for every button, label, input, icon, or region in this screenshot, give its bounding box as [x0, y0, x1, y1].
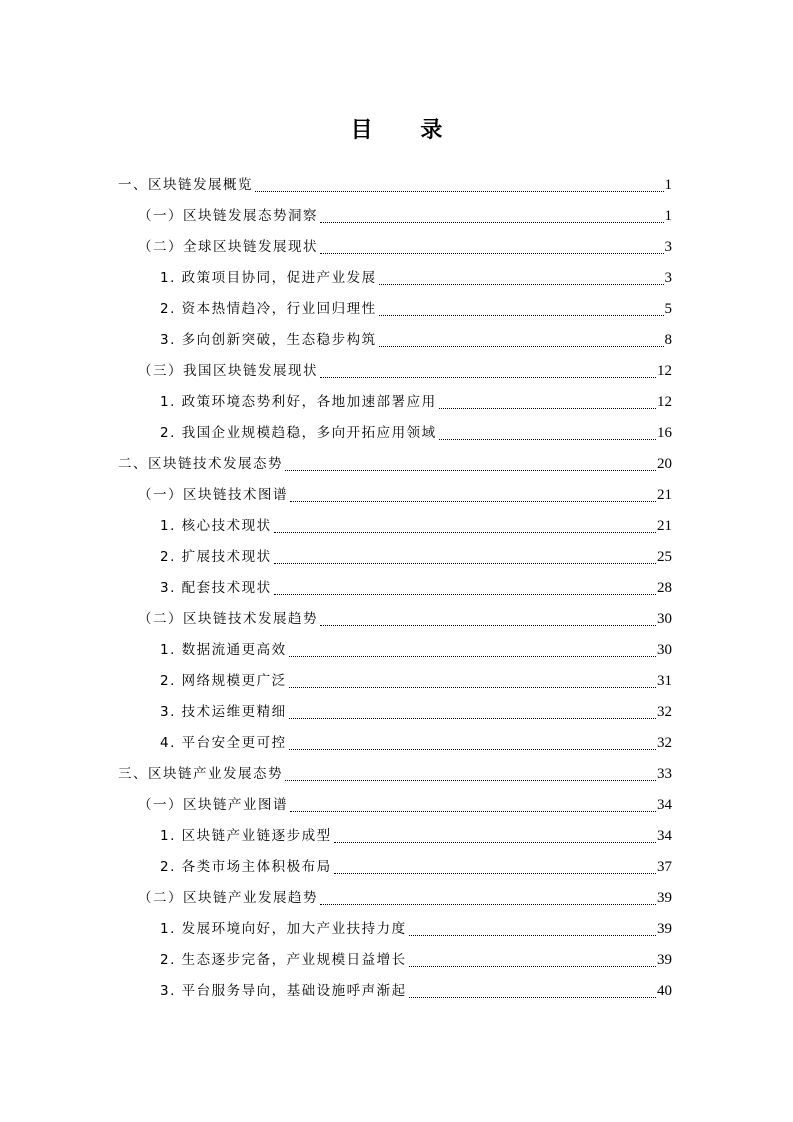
toc-dot-leader	[255, 190, 664, 192]
toc-entry[interactable]	[160, 949, 672, 971]
toc-entry[interactable]	[160, 391, 672, 413]
toc-entry-label: 2. 扩展技术现状	[160, 549, 272, 565]
toc-entry[interactable]	[160, 546, 672, 568]
toc-entry-label: （一）区块链技术图谱	[138, 487, 288, 503]
toc-entry-label: 2. 网络规模更广泛	[160, 673, 287, 689]
toc-entry-label: 3. 平台服务导向，基础设施呼声渐起	[160, 983, 407, 999]
toc-entry[interactable]	[118, 763, 672, 785]
toc-page-number: 25	[657, 549, 672, 565]
toc-entry[interactable]	[160, 267, 672, 289]
toc-entry-label: （三）我国区块链发展现状	[138, 363, 318, 379]
toc-dot-leader	[320, 624, 656, 626]
toc-entry-label: 3. 配套技术现状	[160, 580, 272, 596]
toc-page-number: 1	[664, 208, 672, 224]
toc-page-number: 8	[664, 332, 672, 348]
toc-dot-leader	[289, 686, 656, 688]
toc-entry-label: 3. 多向创新突破，生态稳步构筑	[160, 332, 377, 348]
toc-dot-leader	[409, 934, 656, 936]
toc-entry-label: 二、区块链技术发展态势	[118, 456, 283, 472]
toc-entry[interactable]	[138, 794, 672, 816]
toc-entry-label: 1. 发展环境向好，加大产业扶持力度	[160, 921, 407, 937]
toc-dot-leader	[290, 500, 656, 502]
toc-entry-label: （二）全球区块链发展现状	[138, 239, 318, 255]
toc-page-number: 21	[657, 487, 672, 503]
toc-dot-leader	[285, 469, 656, 471]
toc-page-number: 30	[657, 642, 672, 658]
toc-entry[interactable]	[160, 980, 672, 1002]
toc-dot-leader	[379, 345, 664, 347]
toc-page-number: 20	[657, 456, 672, 472]
toc-page-number: 3	[664, 239, 672, 255]
toc-entry[interactable]	[160, 577, 672, 599]
toc-dot-leader	[289, 717, 656, 719]
toc-entry-label: 2. 资本热情趋冷，行业回归理性	[160, 301, 377, 317]
toc-page-number: 16	[657, 425, 672, 441]
toc-entry[interactable]	[160, 732, 672, 754]
toc-dot-leader	[379, 314, 664, 316]
toc-entry[interactable]	[160, 422, 672, 444]
toc-dot-leader	[274, 562, 656, 564]
toc-page-number: 39	[657, 890, 672, 906]
toc-page-number: 39	[657, 921, 672, 937]
toc-entry-label: 1. 区块链产业链逐步成型	[160, 828, 332, 844]
toc-page-number: 21	[657, 518, 672, 534]
toc-page-number: 12	[657, 394, 672, 410]
toc-page-number: 34	[657, 797, 672, 813]
toc-page-number: 32	[657, 704, 672, 720]
toc-dot-leader	[320, 903, 656, 905]
toc-dot-leader	[290, 810, 656, 812]
toc-entry[interactable]	[160, 329, 672, 351]
toc-dot-leader	[289, 748, 656, 750]
toc-page-number: 33	[657, 766, 672, 782]
toc-entry[interactable]	[118, 174, 672, 196]
toc-entry-label: 2. 我国企业规模趋稳，多向开拓应用领域	[160, 425, 437, 441]
toc-dot-leader	[320, 252, 664, 254]
toc-entry[interactable]	[138, 608, 672, 630]
toc-page-number: 31	[657, 673, 672, 689]
toc-entry-label: 三、区块链产业发展态势	[118, 766, 283, 782]
toc-entry[interactable]	[138, 484, 672, 506]
toc-page-number: 39	[657, 952, 672, 968]
page-title: 目 录	[350, 117, 463, 143]
toc-page-number: 34	[657, 828, 672, 844]
toc-entry-label: 4. 平台安全更可控	[160, 735, 287, 751]
toc-entry-label: 1. 政策项目协同，促进产业发展	[160, 270, 377, 286]
toc-entry[interactable]	[160, 918, 672, 940]
toc-entry[interactable]	[160, 701, 672, 723]
toc-dot-leader	[285, 779, 656, 781]
toc-dot-leader	[334, 872, 656, 874]
toc-page-number: 37	[657, 859, 672, 875]
toc-entry[interactable]	[138, 236, 672, 258]
toc-entry-label: （一）区块链发展态势洞察	[138, 208, 318, 224]
toc-entry[interactable]	[160, 670, 672, 692]
toc-entry[interactable]	[138, 205, 672, 227]
toc-entry-label: 2. 各类市场主体积极布局	[160, 859, 332, 875]
toc-dot-leader	[439, 438, 656, 440]
toc-dot-leader	[274, 593, 656, 595]
toc-entry[interactable]	[160, 825, 672, 847]
toc-page-number: 3	[664, 270, 672, 286]
toc-dot-leader	[320, 376, 656, 378]
toc-page-number: 12	[657, 363, 672, 379]
toc-entry-label: （二）区块链技术发展趋势	[138, 611, 318, 627]
toc-entry-label: 1. 核心技术现状	[160, 518, 272, 534]
toc-entry[interactable]	[138, 887, 672, 909]
toc-dot-leader	[439, 407, 656, 409]
toc-dot-leader	[334, 841, 656, 843]
toc-entry-label: 2. 生态逐步完备，产业规模日益增长	[160, 952, 407, 968]
toc-dot-leader	[379, 283, 664, 285]
toc-dot-leader	[409, 996, 656, 998]
toc-entry[interactable]	[160, 856, 672, 878]
toc-entry[interactable]	[160, 298, 672, 320]
toc-entry[interactable]	[160, 515, 672, 537]
toc-dot-leader	[409, 965, 656, 967]
toc-entry-label: （一）区块链产业图谱	[138, 797, 288, 813]
toc-dot-leader	[320, 221, 664, 223]
toc-dot-leader	[289, 655, 656, 657]
toc-page-number: 32	[657, 735, 672, 751]
toc-page-number: 5	[664, 301, 672, 317]
toc-entry-label: （二）区块链产业发展趋势	[138, 890, 318, 906]
toc-entry[interactable]	[138, 360, 672, 382]
toc-entry-label: 1. 政策环境态势利好，各地加速部署应用	[160, 394, 437, 410]
toc-page-number: 28	[657, 580, 672, 596]
toc-entry-label: 3. 技术运维更精细	[160, 704, 287, 720]
toc-page-number: 1	[664, 177, 672, 193]
toc-entry[interactable]	[160, 639, 672, 661]
toc-dot-leader	[274, 531, 656, 533]
toc-entry[interactable]	[118, 453, 672, 475]
toc-page-number: 40	[657, 983, 672, 999]
toc-entry-label: 一、区块链发展概览	[118, 177, 253, 193]
toc-entry-label: 1. 数据流通更高效	[160, 642, 287, 658]
toc-page-number: 30	[657, 611, 672, 627]
